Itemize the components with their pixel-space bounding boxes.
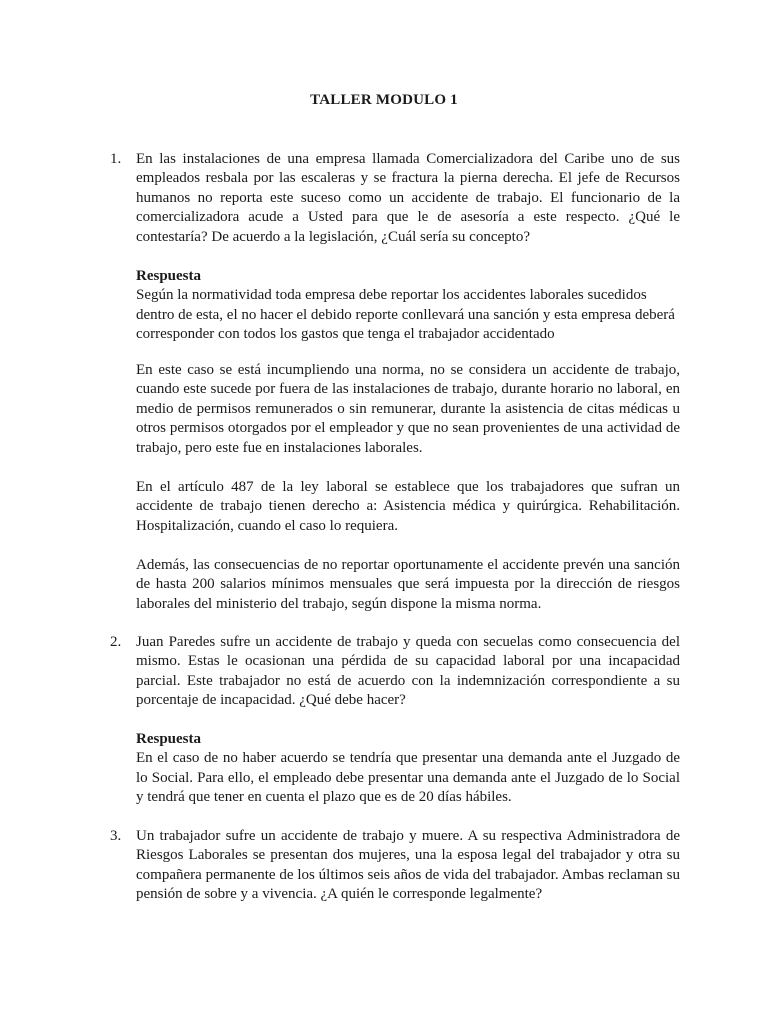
document-title: TALLER MODULO 1 [310,92,458,108]
question-3 [110,827,680,905]
question-2 [110,633,680,711]
answer-2-block [136,730,680,808]
question-1 [110,150,680,247]
answer-label: Respuesta [136,731,202,747]
answer-paragraph: En el caso de no haber acuerdo se tendría que presentar una demanda ante el Juzgado de lo Social. Para ello, el empleado debe presentar una demanda ante el Juzgado de lo Social y tendrá que tener en cuenta el plazo que es de 20 días hábiles. [136,750,680,806]
answer-paragraph: En este caso se está incumpliendo una norma, no se considera un accidente de trabajo, cuando este sucede por fuera de las instalaciones de trabajo, durante horario no laboral, en medio de permisos remunerados o sin remunerar, durante la asistencia de citas médicas u otros permisos otorgados por el empleador y que no sean provenientes de una actividad de trabajo, pero este fue en instalaciones laborales. [136,362,680,456]
question-text: En las instalaciones de una empresa llamada Comercializadora del Caribe uno de sus empleados resbala por las escaleras y se fractura la pierna derecha. El jefe de Recursos humanos no reporta este suceso como un accidente de trabajo. El funcionario de la comercializadora acude a Usted para que le de asesoría a este respecto. ¿Qué le contestaría? De acuerdo a la legislación, ¿Cuál sería su concepto? [136,151,680,245]
question-number: 1. [110,151,122,167]
answer-paragraph: En el artículo 487 de la ley laboral se establece que los trabajadores que sufran un accidente de trabajo tienen derecho a: Asistencia médica y quirúrgica. Rehabilitación. Hospitalización, cuando el caso lo requiera. [136,479,680,534]
answer-paragraph: Además, las consecuencias de no reportar oportunamente el accidente prevén una sanción de hasta 200 salarios mínimos mensuales que será impuesta por la dirección de riesgos laborales del ministerio del trabajo, según dispone la misma norma. [136,557,680,612]
question-text: Un trabajador sufre un accidente de trabajo y muere. A su respectiva Administradora de Riesgos Laborales se presentan dos mujeres, una la esposa legal del trabajador y otra su compañera permanente de los últimos seis años de vida del trabajador. Ambas reclaman su pensión de sobre y a vivencia. ¿A quién le corresponde legalmente? [136,828,680,903]
answer-paragraph: Según la normatividad toda empresa debe reportar los accidentes laborales sucedidos dentro de esta, el no hacer el debido reporte conllevará una sanción y esta empresa deberá corresponder con todos los gastos que tenga el trabajador accidentado [136,287,675,343]
question-text: Juan Paredes sufre un accidente de trabajo y queda con secuelas como consecuencia del mismo. Estas le ocasionan una pérdida de su capacidad laboral por una incapacidad parcial. Este trabajador no está de acuerdo con la indemnización correspondiente a su porcentaje de incapacidad. ¿Qué debe hacer? [136,634,680,709]
question-number: 3. [110,828,122,844]
answer-label: Respuesta [136,268,202,284]
answer-1-block [136,267,680,345]
question-number: 2. [110,634,122,650]
